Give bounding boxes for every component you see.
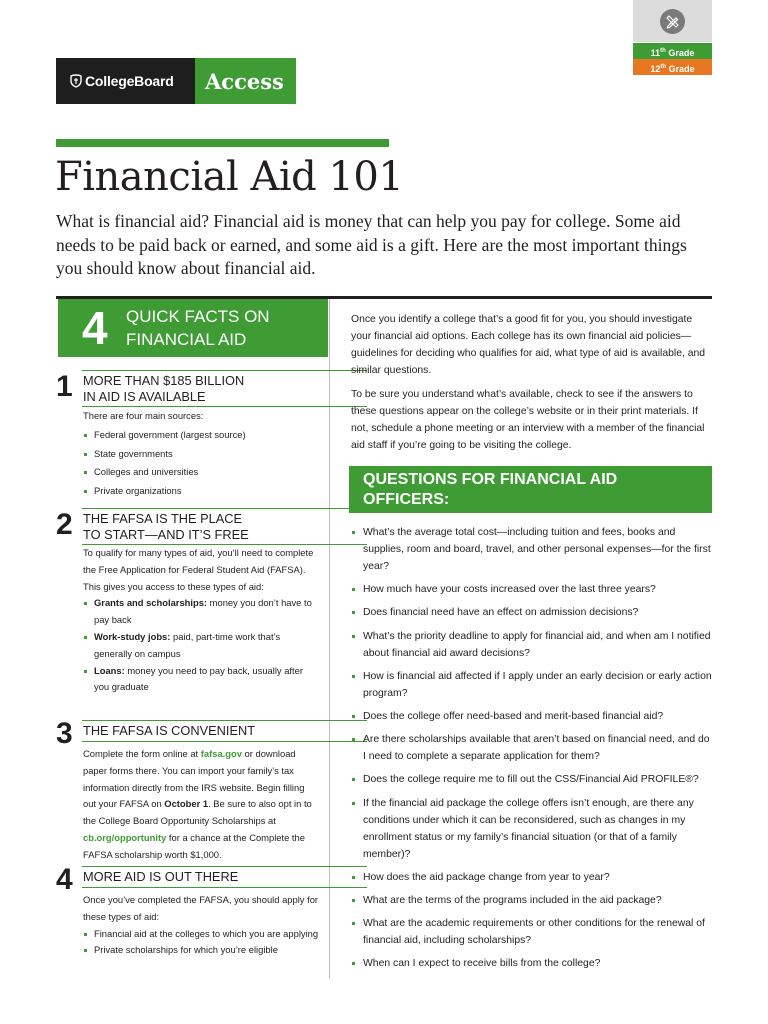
- quick-facts-title: QUICK FACTS ON FINANCIAL AID: [126, 307, 270, 349]
- list-item: Private scholarships for which you’re eligible: [83, 942, 319, 959]
- list-item: Financial aid at the colleges to which you are applying: [83, 926, 319, 943]
- question-item: How does the aid package change from year to year?: [351, 869, 713, 886]
- list-item: Private organizations: [83, 483, 319, 500]
- list-item: Colleges and universities: [83, 464, 319, 481]
- question-item: What are the academic requirements or other conditions for the renewal of financial aid, including scholarships?: [351, 915, 713, 949]
- fact-heading: THE FAFSA IS CONVENIENT: [82, 720, 367, 742]
- fact-heading: THE FAFSA IS THE PLACE TO START—AND IT’S FREE: [82, 508, 367, 545]
- questions-list: [351, 524, 713, 978]
- question-item: Does the college require me to fill out the CSS/Financial Aid PROFILE®?: [351, 771, 713, 788]
- title-accent-bar: [56, 139, 389, 147]
- brand-product: Access: [195, 58, 296, 104]
- fact-body: Complete the form online at fafsa.gov or download paper forms there. You can import your family’s tax information directly from the IRS website. Begin filling out your FAFSA on October 1. Be sure to also opt in to the College Board Opportunity Scholarships at cb.org/opportunity for a chance at the Complete the FAFSA scholarship worth $1,000.: [83, 748, 312, 860]
- question-item: Does the college offer need-based and merit-based financial aid?: [351, 708, 713, 725]
- question-item: Does financial need have an effect on admission decisions?: [351, 604, 713, 621]
- question-item: How much have your costs increased over the last three years?: [351, 581, 713, 598]
- fact-body: Once you’ve completed the FAFSA, you should apply for these types of aid: Financial aid at the colleges to which you are applying Private scholarships for which you’re eligible: [83, 892, 319, 959]
- fact-number: 2: [56, 508, 73, 541]
- list-item: State governments: [83, 446, 319, 463]
- fact-heading: MORE THAN $185 BILLION IN AID IS AVAILABLE: [82, 370, 367, 407]
- fact-number: 3: [56, 717, 73, 750]
- quick-facts-header: [58, 299, 328, 357]
- more-aid-list: [83, 926, 319, 960]
- right-paragraph-2: To be sure you understand what’s available, check to see if the answers to these questions appear on the college’s website or in their print materials. If not, schedule a phone meeting or an interview with a member of the financial aid staff if you’re going to be visiting the college.: [351, 389, 705, 451]
- list-item: Work-study jobs: paid, part-time work that’s generally on campus: [83, 629, 319, 663]
- fact-number: 1: [56, 370, 73, 403]
- question-item: What’s the priority deadline to apply for financial aid, and when am I notified about financial aid award decisions?: [351, 628, 713, 662]
- grade-12-label: 12th Grade: [633, 59, 712, 75]
- cb-opportunity-link[interactable]: cb.org/opportunity: [83, 831, 167, 843]
- fact-body: There are four main sources: Federal government (largest source) State governments Colleges and universities Private organizations: [83, 408, 319, 500]
- grade-11-label: 11th Grade: [633, 43, 712, 59]
- collegeboard-logo: [56, 58, 195, 104]
- fafsa-link[interactable]: fafsa.gov: [200, 748, 242, 759]
- aid-sources-list: [83, 427, 319, 500]
- right-paragraph-1: Once you identify a college that’s a good fit for you, you should investigate your financial aid options. Each college has its own financial aid policies—guidelines for deciding who qualifies for aid, what type of aid is available, and similar questions.: [351, 314, 706, 376]
- fact-heading: MORE AID IS OUT THERE: [82, 866, 367, 888]
- question-item: Are there scholarships available that aren’t based on financial need, and do I need to complete a separate application for them?: [351, 731, 713, 765]
- grade-level-badge: [633, 0, 712, 75]
- fact-number: 4: [56, 863, 73, 896]
- quick-facts-number: 4: [82, 302, 108, 354]
- aid-types-list: [83, 595, 319, 696]
- acorn-shield-icon: [70, 74, 82, 88]
- question-item: What’s the average total cost—including tuition and fees, books and supplies, room and board, travel, and other personal expenses—for the first year?: [351, 524, 713, 575]
- list-item: Loans: money you need to pay back, usually after you graduate: [83, 663, 319, 697]
- questions-heading: QUESTIONS FOR FINANCIAL AID OFFICERS:: [349, 466, 712, 513]
- question-item: When can I expect to receive bills from the college?: [351, 955, 713, 972]
- pencil-ruler-icon: [660, 9, 685, 34]
- list-item: Federal government (largest source): [83, 427, 319, 444]
- intro-paragraph: What is financial aid? Financial aid is money that can help you pay for college. Some aid needs to be paid back or earned, and some aid is a gift. Here are the most important things you should know about financial aid.: [56, 211, 687, 278]
- page-title: Financial Aid 101: [55, 154, 404, 200]
- collegeboard-access-logo: [56, 58, 296, 104]
- question-item: If the financial aid package the college offers isn’t enough, are there any conditions under which it can be reconsidered, such as changes in my enrollment status or my family’s financial situation (or that of a family member)?: [351, 795, 713, 863]
- list-item: Grants and scholarships: money you don’t have to pay back: [83, 595, 319, 629]
- fact-body: To qualify for many types of aid, you’ll need to complete the Free Application for Federal Student Aid (FAFSA). This gives you access to these types of aid: Grants and scholarships: money you don’t have to pay back Work-study jobs: paid, part-time work that’s generally on campus Loans: money you need to pay back, usually after you graduate: [83, 545, 319, 696]
- question-item: What are the terms of the programs included in the aid package?: [351, 892, 713, 909]
- question-item: How is financial aid affected if I apply under an early decision or early action program?: [351, 668, 713, 702]
- brand-name: CollegeBoard: [85, 73, 174, 89]
